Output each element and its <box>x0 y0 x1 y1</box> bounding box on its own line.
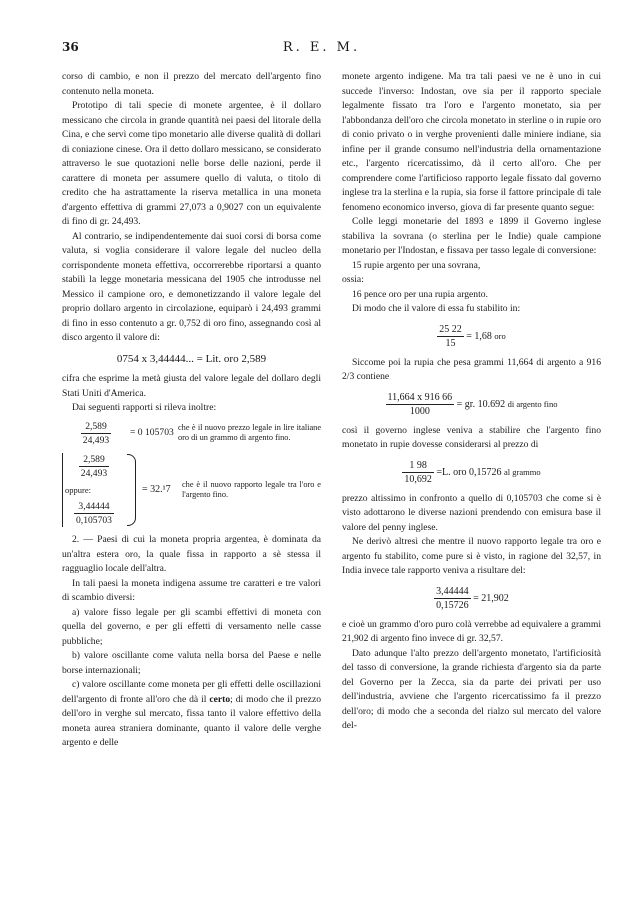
paragraph: Siccome poi la rupia che pesa grammi 11,664 di argento a 916 2/3 contiene <box>342 356 601 382</box>
paragraph: ossia: <box>342 274 364 285</box>
ratio-relation-braced <box>62 453 321 528</box>
brace <box>127 454 136 526</box>
fraction <box>434 585 471 612</box>
paragraph: 15 rupie argento per una sovrana, <box>352 259 481 271</box>
page-number: 36 <box>62 40 79 54</box>
running-title: R. E. M. <box>282 40 361 55</box>
paragraph: prezzo altissimo in confronto a quello di 0,105703 che come si è visto adottarono le diverse nazioni prendendo con emisura base il valore del penny inglese. <box>342 492 601 533</box>
fraction-denominator: 24,493 <box>80 467 108 479</box>
fraction <box>74 500 114 527</box>
fraction-denominator: 24,493 <box>82 434 110 446</box>
equation <box>62 352 321 367</box>
paragraph: corso di cambio, e non il prezzo del mercato dell'argento fino contenuto nella moneta. <box>62 71 321 97</box>
fraction-denominator: 10,692 <box>404 473 432 485</box>
equation <box>342 323 601 350</box>
fraction-denominator: 1000 <box>409 405 430 417</box>
fraction-denominator: 15 <box>445 337 456 349</box>
fraction-numerator: 2,589 <box>79 453 109 467</box>
fraction-denominator: 0,105703 <box>76 515 112 526</box>
equation-expression: 0754 x 3,44444... <box>116 352 194 365</box>
equation-result: = gr. 10.692 <box>456 398 506 410</box>
equation <box>342 585 601 612</box>
fraction-numerator: 11,664 x 916 66 <box>387 391 453 403</box>
fraction <box>79 453 109 480</box>
paragraph: Di modo che il valore di essa fu stabilito in: <box>352 303 521 314</box>
equation-unit: al grammo <box>503 466 541 477</box>
paragraph: Ne derivò altresì che mentre il nuovo rapporto legale tra oro e argento fu stabilito, come pure si è visto, in ragione del 32,57, in India invece tale rapporto veniva a risultare del: <box>342 536 601 576</box>
paragraph: 16 pence oro per una rupia argento. <box>352 288 488 300</box>
paragraph: così il governo inglese veniva a stabilire che l'argento fino monetato in rupie dovesse considerarsi al prezzo di <box>342 424 601 450</box>
equation-result: = 1,68 <box>466 330 492 342</box>
paragraph: In tali paesi la moneta indigena assume tre caratteri e tre valori di scambio diversi: <box>62 577 321 603</box>
list-item: c) valore oscillante come moneta per gli effetti delle oscillazioni dell'argento di fronte all'oro che dà il certo; di modo che il prezzo dell'oro in verghe sul mercato, fissa tanto il valore effettivo della moneta aurea straniera dominante, quanto il valore delle verghe argento e delle <box>62 679 321 748</box>
ratio-note: che è il nuovo rapporto legale tra l'oro e l'argento fino. <box>182 479 321 499</box>
equation-unit: di argento fino <box>507 398 558 409</box>
fraction <box>386 391 455 418</box>
ratio-note: che è il nuovo prezzo legale in lire italiane oro di un grammo di argento fino. <box>178 423 321 442</box>
fraction <box>81 420 111 447</box>
paragraph: Colle leggi monetarie del 1893 e 1899 il Governo inglese stabiliva la sovrana (o sterlina per le Indie) quale campione monetario per l'Indostan, e fissava per tasso legale di conversione: <box>342 216 601 256</box>
right-column <box>342 70 601 734</box>
paragraph: Dato adunque l'alto prezzo dell'argento monetato, l'artificiosità del tasso di conversione, la grande richiesta d'argento sia da parte del Governo per la Zecca, sia da parte dei privati per uso dell'industria, avviene che l'argento ricercatissimo fa il prezzo dell'oro; di modo che a seconda del rialzo sul mercato del valore del- <box>342 647 601 731</box>
ratio-value: = 0 105703 <box>130 426 174 438</box>
bold-term: certo <box>209 693 231 705</box>
fraction-numerator: 25 22 <box>439 323 462 335</box>
oppure-label: oppure: <box>65 484 91 495</box>
equation <box>342 391 601 418</box>
paragraph: Dai seguenti rapporti si rileva inoltre: <box>72 402 217 413</box>
paragraph: monete argento indigene. Ma tra tali paesi ve ne è uno in cui succede l'inverso: Indostan, ove sia per il rapporto speciale legalmente fissato tra l'oro e l'argento monetato, sia per l'abbondanza dell'oro che circola monetato in sterline o in rupie oro di conio privato o in verghe provenienti dalle miniere indiane, sia infine per il grande consumo nell'industria della ornamentazione etc., l'argento ricercatissimo, dà il certo all'oro. Che per comprendere come l'artificioso rapporto legale fissato dal governo inglese tra la sterlina e la rupia, sia forse il fattore principale di tale fenomeno economico inverso, giova di far presente quanto segue: <box>342 71 601 213</box>
paragraph: cifra che esprime la metà giusta del valore legale del dollaro degli Stati Uniti d'America. <box>62 373 321 399</box>
list-item: b) valore oscillante come valuta nella borsa del Paese e nelle borse internazionali; <box>62 650 321 676</box>
fraction <box>402 459 434 486</box>
list-item: a) valore fisso legale per gli scambi effettivi di moneta con quella del governo, e per gli effetti di versamento nelle casse pubbliche; <box>62 606 321 647</box>
paragraph: Al contrario, se indipendentemente dai suoi corsi di borsa come valuta, si voglia considerare il valore legale del nucleo della corrispondente moneta effettiva, occorrerebbe riportarsi a quanto stabilì la legge monetaria messicana del 1905 che introdusse nel Messico il campione oro, e demonetizzando il valore legale del proprio dollaro argento in circolazione, equiparò i 24,493 grammi di fino in esso contenuto a gr. 0,752 di oro fino, assegnando così al disco argento il valore di: <box>62 230 321 343</box>
equation-result: = 21,902 <box>473 592 509 604</box>
fraction-numerator: 3,44444 <box>436 585 469 597</box>
equation <box>342 459 601 486</box>
paragraph: e cioè un grammo d'oro puro colà verrebbe ad equivalere a grammi 21,902 di argento fino invece di gr. 32,57. <box>342 618 601 644</box>
fraction-denominator: 0,15726 <box>436 599 469 611</box>
ratio-relation <box>62 420 321 447</box>
fraction-numerator: 1 98 <box>402 459 434 473</box>
equation-unit: oro <box>494 330 506 341</box>
left-column <box>62 70 321 751</box>
fraction <box>437 323 464 350</box>
equation-result: =L. oro 0,15726 <box>436 466 502 478</box>
ratio-value: = 32.¹7 <box>142 483 171 495</box>
fraction-numerator: 2,589 <box>81 420 111 434</box>
paragraph: Prototipo di tali specie di monete argentee, è il dollaro messicano che circola in grande quantità nei paesi del litorale della Cina, e che servì come tipo monetario alle diverse qualità di dollari di coniazione cinese. Ora il detto dollaro messicano, se considerato attraverso le sue quotazioni nelle borse delle nazioni, perde il carattere di moneta per assumere quello di valuta, o titolo di credito che ha astrattamente la riserva metallica in una moneta d'argento effettiva di grammi 27,073 a 0,9027 con un equivalente di fino di gr. 24,493. <box>62 100 321 227</box>
page-header <box>0 40 643 56</box>
paragraph: 2. — Paesi di cui la moneta propria argentea, è dominata da un'altra estera oro, la quale fissa in rapporto a sè stessa il ragguaglio locale dell'altra. <box>62 534 321 574</box>
fraction-numerator: 3,44444 <box>74 500 114 514</box>
equation-result: = Lit. oro 2,589 <box>196 352 267 365</box>
